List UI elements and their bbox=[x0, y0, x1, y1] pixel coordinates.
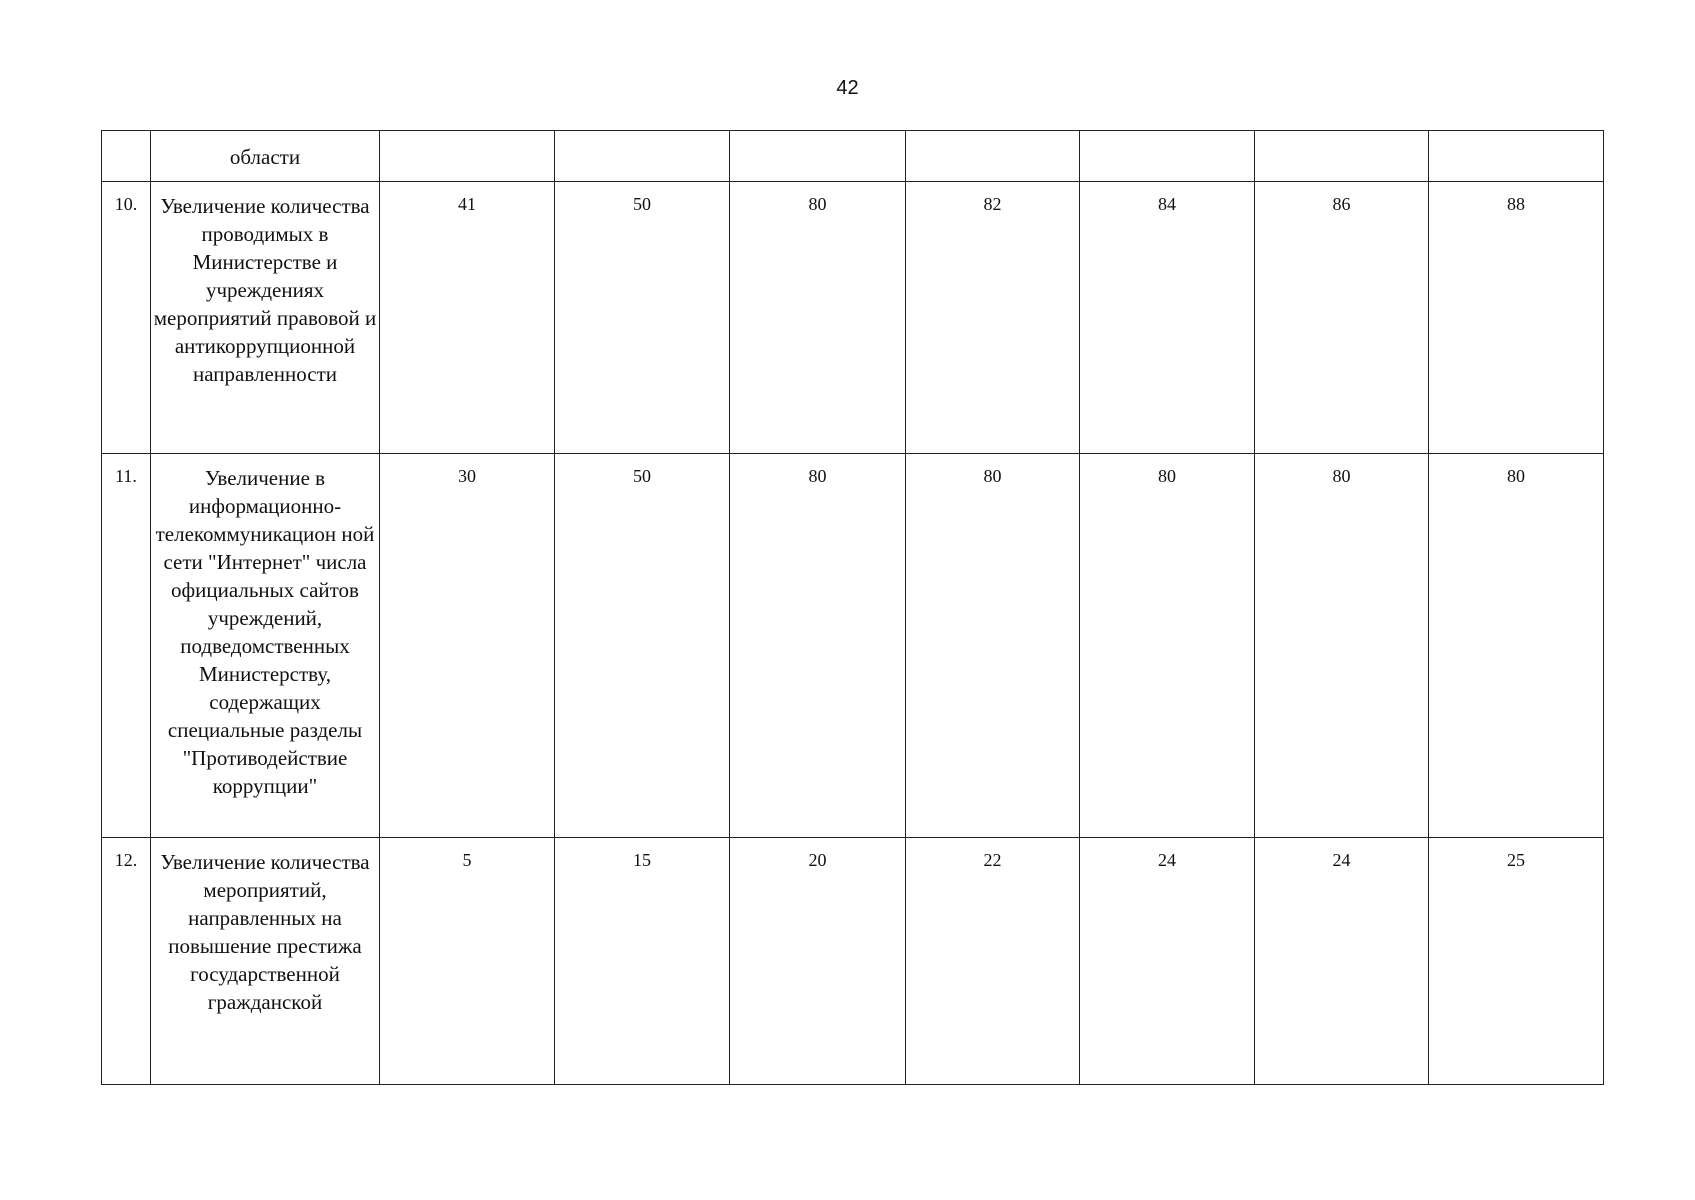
row-number-cell: 10. bbox=[102, 182, 151, 454]
value-cell: 15 bbox=[555, 838, 730, 1085]
value-cell: 80 bbox=[1429, 454, 1604, 838]
value-cell: 30 bbox=[380, 454, 555, 838]
value-cell: 84 bbox=[1080, 182, 1255, 454]
value-cell: 22 bbox=[906, 838, 1080, 1085]
value-cell bbox=[1255, 131, 1429, 182]
value-cell: 5 bbox=[380, 838, 555, 1085]
indicator-name-cell: Увеличение в информационно-телекоммуникацион ной сети "Интернет" числа официальных сайтов учреждений, подведомственных Министерству, содержащих специальные разделы "Противодействие коррупции" bbox=[151, 454, 380, 838]
indicator-name-cell: области bbox=[151, 131, 380, 182]
value-cell: 20 bbox=[730, 838, 906, 1085]
table-row bbox=[102, 838, 1604, 1085]
value-cell bbox=[730, 131, 906, 182]
value-cell: 50 bbox=[555, 454, 730, 838]
indicator-name-cell: Увеличение количества мероприятий, направленных на повышение престижа государственной гражданской bbox=[151, 838, 380, 1085]
table-row bbox=[102, 182, 1604, 454]
value-cell bbox=[1080, 131, 1255, 182]
value-cell: 82 bbox=[906, 182, 1080, 454]
value-cell: 80 bbox=[730, 454, 906, 838]
value-cell bbox=[555, 131, 730, 182]
table-row bbox=[102, 454, 1604, 838]
value-cell: 86 bbox=[1255, 182, 1429, 454]
page-number: 42 bbox=[836, 77, 859, 99]
value-cell bbox=[906, 131, 1080, 182]
value-cell: 50 bbox=[555, 182, 730, 454]
value-cell: 80 bbox=[1255, 454, 1429, 838]
value-cell: 41 bbox=[380, 182, 555, 454]
value-cell: 80 bbox=[906, 454, 1080, 838]
row-number-cell bbox=[102, 131, 151, 182]
indicators-table bbox=[101, 130, 1604, 1085]
value-cell: 25 bbox=[1429, 838, 1604, 1085]
indicator-name-cell: Увеличение количества проводимых в Министерстве и учреждениях мероприятий правовой и антикоррупционной направленности bbox=[151, 182, 380, 454]
value-cell: 24 bbox=[1255, 838, 1429, 1085]
value-cell: 80 bbox=[1080, 454, 1255, 838]
value-cell: 80 bbox=[730, 182, 906, 454]
value-cell bbox=[380, 131, 555, 182]
value-cell: 88 bbox=[1429, 182, 1604, 454]
row-number-cell: 12. bbox=[102, 838, 151, 1085]
row-number-cell: 11. bbox=[102, 454, 151, 838]
table-row-continuation bbox=[102, 131, 1604, 182]
value-cell bbox=[1429, 131, 1604, 182]
value-cell: 24 bbox=[1080, 838, 1255, 1085]
